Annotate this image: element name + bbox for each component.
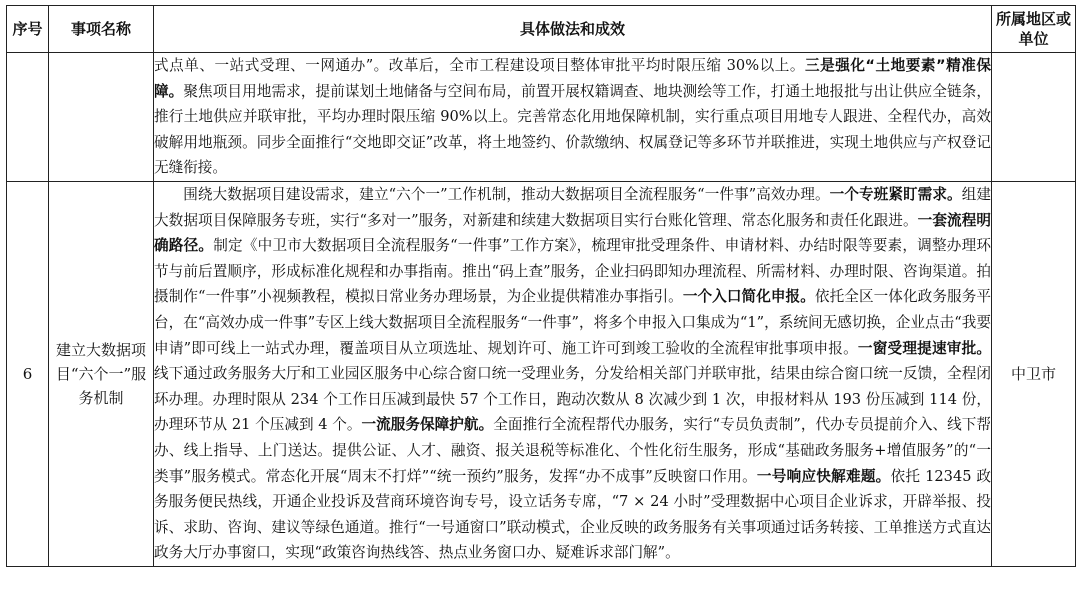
- detail-text: 围绕大数据项目建设需求，建立“六个一”工作机制，推动大数据项目全流程服务“一件事”高效办理。: [183, 185, 830, 203]
- item-name-cell: 建立大数据项目“六个一”服务机制: [49, 181, 154, 566]
- region-cell-empty: [992, 53, 1076, 182]
- detail-text: 式点单、一站式受理、一网通办”。改革后，全市工程建设项目整体审批平均时限压缩 30%以上。: [154, 57, 805, 74]
- header-row: [7, 6, 1076, 53]
- items-table: [6, 5, 1076, 567]
- detail-text: 线下通过政务服务大厅和工业园区服务中心综合窗口统一受理业务，分发给相关部门并联审批，结果由综合窗口统一反馈，全程闭环办理。办理时限从 234 个工作日压减到最快 57 个工作日，跑动次数从 8 次减少到 1 次，申报材料从 193 份压减到 114 份，办理环节从 21 个压减到 4 个。: [154, 365, 991, 434]
- region-cell: 中卫市: [992, 181, 1076, 566]
- detail-heading: 一个专班紧盯需求。: [829, 185, 962, 203]
- seq-cell-empty: [7, 53, 49, 182]
- detail-text: 依托全区一体化政务服务平台，在“高效办成一件事”专区上线大数据项目全流程服务“一件事”，将多个申报入口集成为“1”，系统间无感切换，企业点击“我要申请”即可线上一站式办理，覆盖项目从立项选址、规划许可、施工许可到竣工验收的全流程审批事项申报。: [154, 288, 991, 357]
- name-cell-empty: [49, 53, 154, 182]
- detail-cell: [154, 181, 992, 566]
- detail-heading: 一流服务保障护航。: [361, 416, 494, 434]
- table-row-continued: [7, 53, 1076, 182]
- seq-cell: 6: [7, 181, 49, 566]
- detail-text: 聚焦项目用地需求，提前谋划土地储备与空间布局，前置开展权籍调查、地块测绘等工作，打通土地报批与出让供应全链条，推行土地供应并联审批，平均办理时限压缩 90%以上。完善常态化用地保障机制，实行重点项目用地专人跟进、全程代办，高效破解用地瓶颈。同步全面推行“交地即交证”改革，将土地签约、价款缴纳、权属登记等多环节并联推进，实现土地供应与产权登记无缝衔接。: [154, 82, 991, 177]
- detail-heading: 一个入口简化申报。: [682, 288, 815, 306]
- detail-heading: 一窗受理提速审批。: [857, 339, 991, 357]
- detail-text: 组建大数据项目保障服务专班，实行“多对一”服务，对新建和续建大数据项目实行台账化管理、常态化服务和责任化跟进。: [154, 185, 991, 229]
- header-region: 所属地区或单位: [992, 6, 1076, 53]
- detail-cell-continued: [154, 53, 992, 182]
- detail-heading: 一套流程明确路径。: [154, 211, 991, 255]
- header-details: 具体做法和成效: [154, 6, 992, 53]
- table-row-6: [7, 181, 1076, 566]
- detail-heading: 三是强化“土地要素”精准保障。: [154, 57, 991, 100]
- detail-text: 制定《中卫市大数据项目全流程服务“一件事”工作方案》，梳理审批受理条件、申请材料、办结时限等要素，调整办理环节与前后置顺序，形成标准化规程和办事指南。推出“码上查”服务，企业扫码即知办理流程、所需材料、办理时限、咨询渠道。拍摄制作“一件事”小视频教程，模拟日常业务办理场景，为企业提供精准办事指引。: [154, 237, 991, 306]
- header-seq: 序号: [7, 6, 49, 53]
- detail-text: 依托 12345 政务服务便民热线，开通企业投诉及营商环境咨询专号，设立话务专席，“7 × 24 小时”受理数据中心项目企业诉求，开辟举报、投诉、求助、咨询、建议等绿色通道。推行“一号通窗口”联动模式，企业反映的政务服务有关事项通过话务转接、工单推送方式直达政务大厅办事窗口，实现“政策咨询热线答、热点业务窗口办、疑难诉求部门解”。: [154, 467, 991, 562]
- detail-heading: 一号响应快解难题。: [756, 467, 891, 485]
- header-item-name: 事项名称: [49, 6, 154, 53]
- detail-text: 全面推行全流程帮代办服务，实行“专员负责制”，代办专员提前介入、线下帮办、线上指导、上门送达。提供公证、人才、融资、报关退税等标准化、个性化衍生服务，形成“基础政务服务+增值服务”的“一类事”服务模式。常态化开展“周末不打烊”“统一预约”服务，发挥“办不成事”反映窗口作用。: [154, 416, 991, 485]
